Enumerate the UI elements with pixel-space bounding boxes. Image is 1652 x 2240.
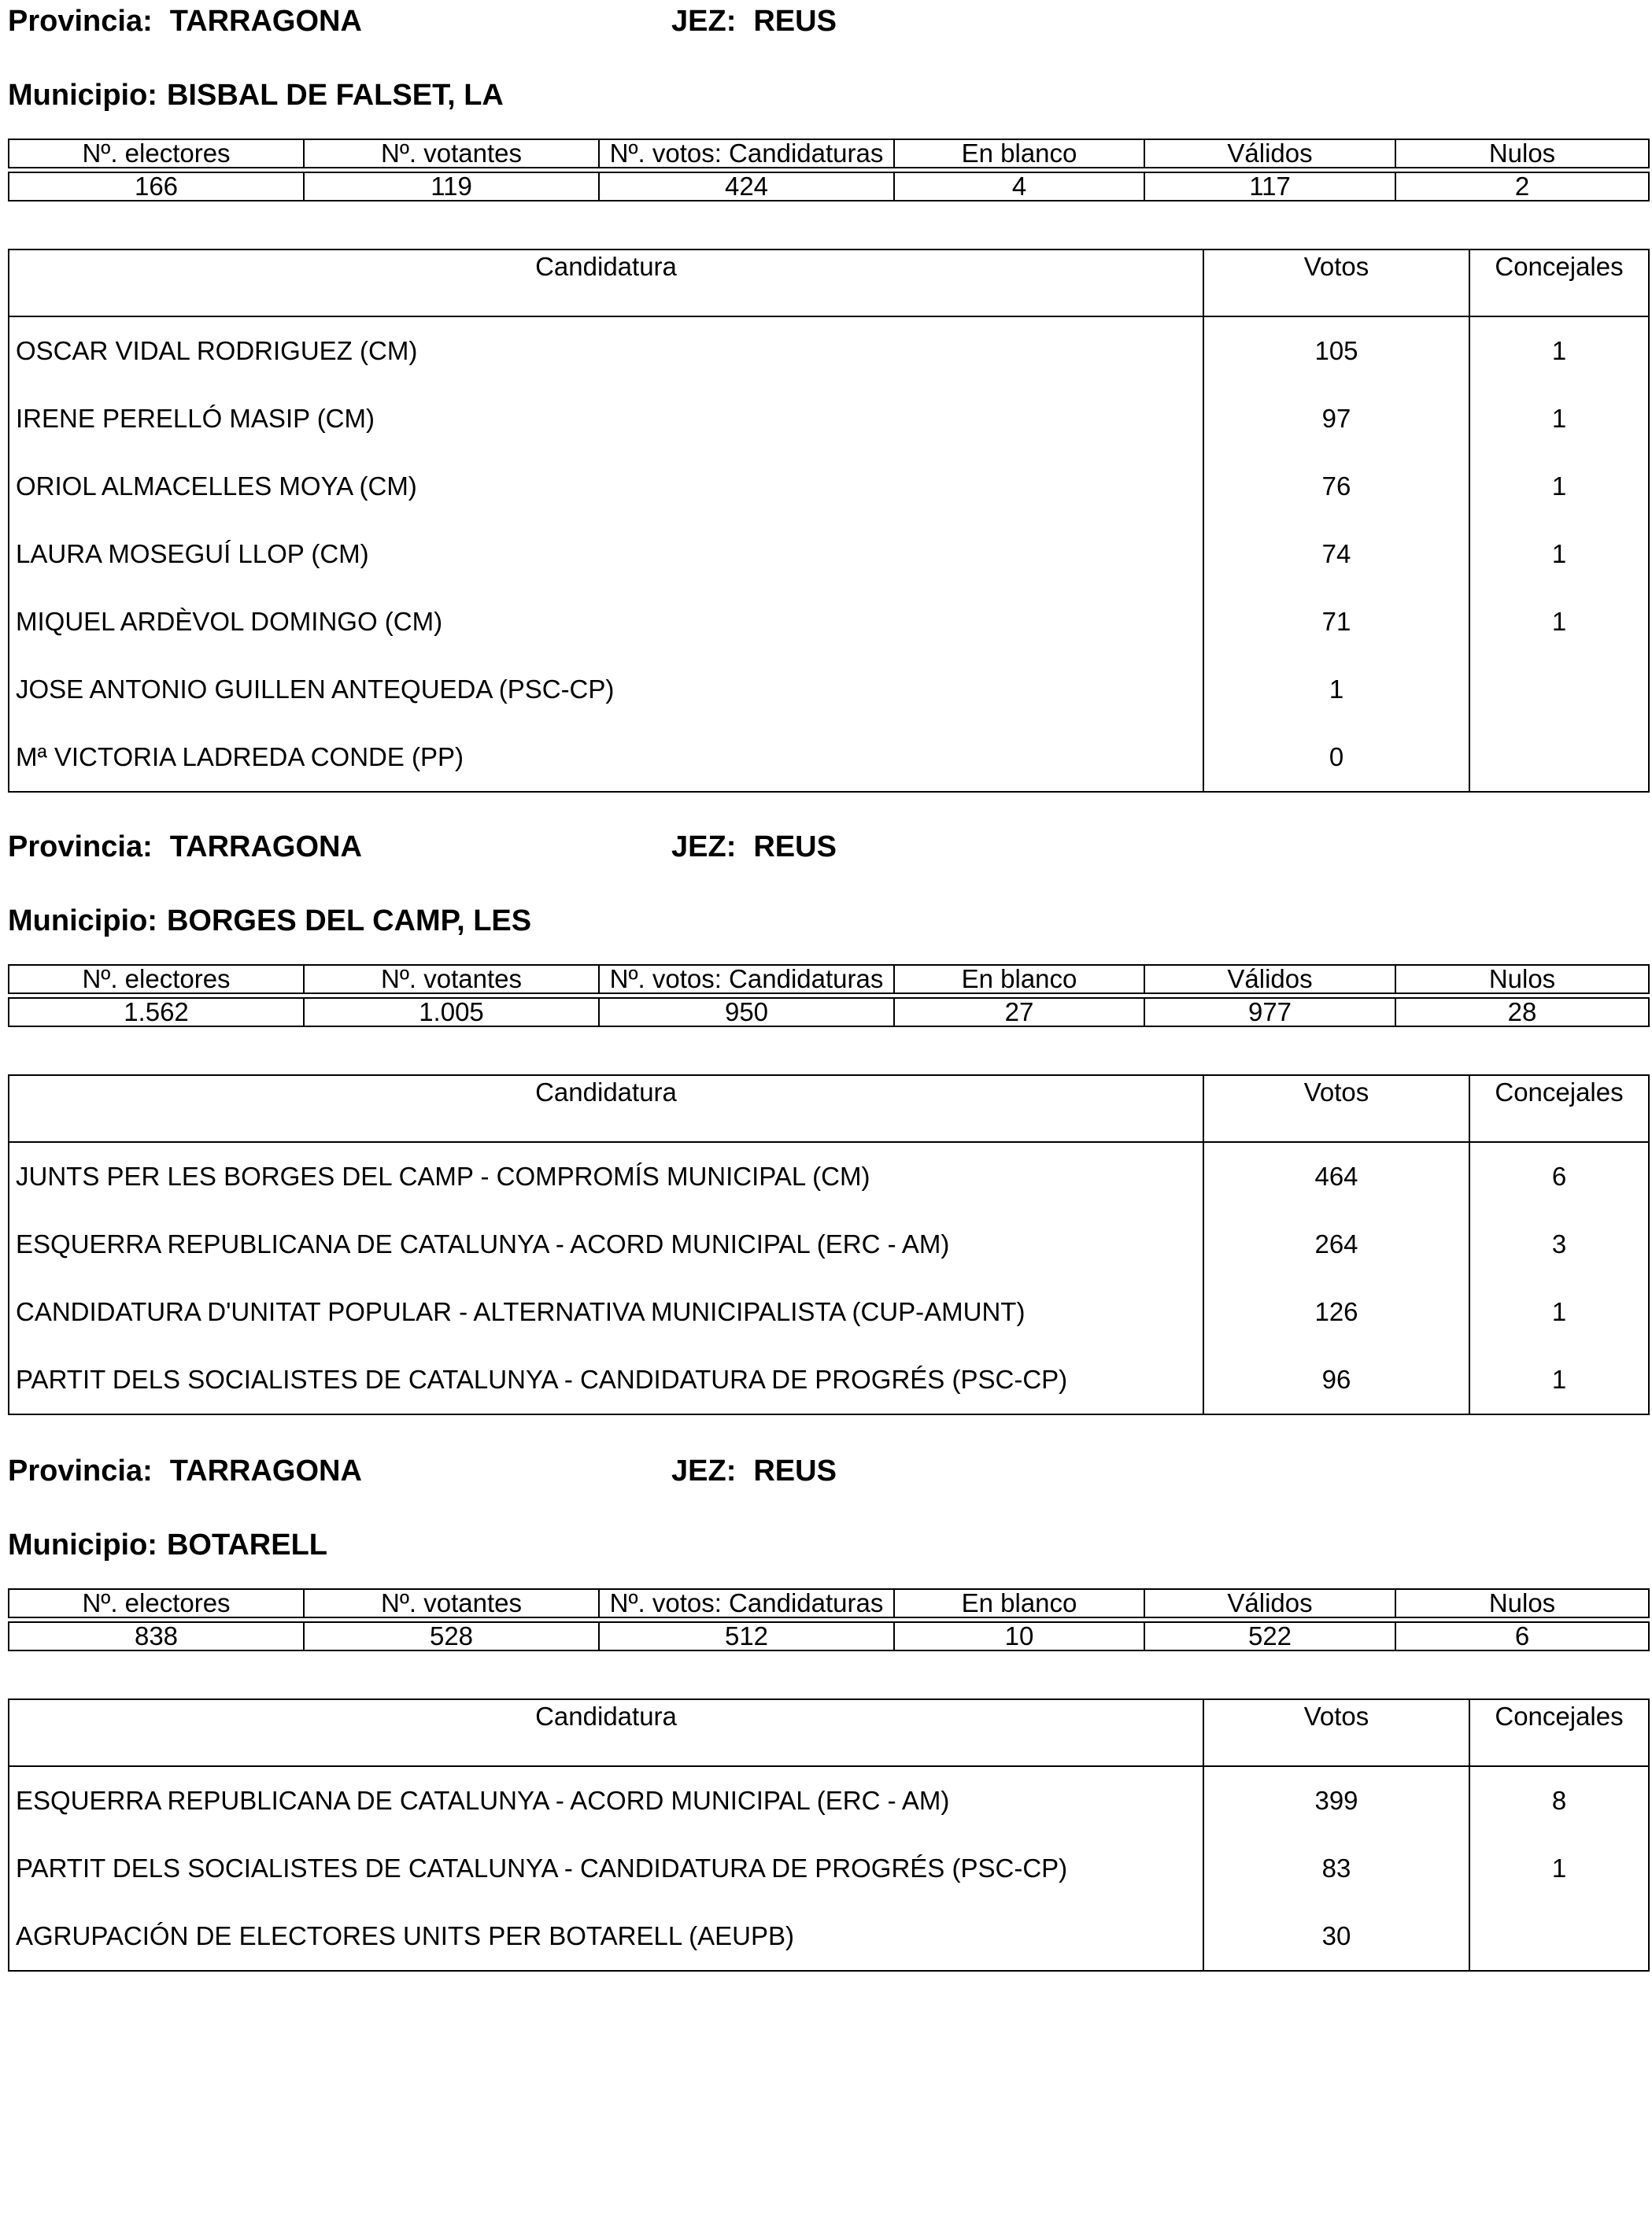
candidates-header-cell: Concejales [1469, 1075, 1649, 1142]
candidate-votes: 74 [1203, 520, 1469, 588]
stats-value-cell: 28 [1395, 998, 1649, 1026]
candidate-seats: 1 [1469, 520, 1649, 588]
stats-value-cell: 10 [894, 1622, 1144, 1650]
candidate-row [9, 385, 1649, 453]
stats-value-cell: 528 [304, 1622, 599, 1650]
stats-value-cell: 4 [894, 172, 1144, 201]
candidate-name: JOSE ANTONIO GUILLEN ANTEQUEDA (PSC-CP) [9, 656, 1203, 723]
candidate-name: JUNTS PER LES BORGES DEL CAMP - COMPROMÍS MUNICIPAL (CM) [9, 1142, 1203, 1211]
municipio-label: Municipio: [8, 79, 157, 112]
stats-value-cell: 119 [304, 172, 599, 201]
candidates-header-row [9, 1699, 1649, 1766]
candidate-row [9, 1211, 1649, 1278]
stats-value-cell: 2 [1395, 172, 1649, 201]
stats-header-cell: En blanco [894, 1589, 1144, 1617]
candidates-header-cell: Votos [1203, 1075, 1469, 1142]
candidate-row [9, 1346, 1649, 1414]
candidate-name: ESQUERRA REPUBLICANA DE CATALUNYA - ACORD MUNICIPAL (ERC - AM) [9, 1766, 1203, 1835]
municipio-value: BOTARELL [166, 1528, 328, 1562]
stats-header-cell: Nº. votos: Candidaturas [599, 1589, 894, 1617]
candidate-seats [1469, 656, 1649, 723]
stats-header-cell: Nº. votantes [304, 1589, 599, 1617]
candidate-votes: 97 [1203, 385, 1469, 453]
candidate-votes: 399 [1203, 1766, 1469, 1835]
jez-label: JEZ: [671, 830, 737, 863]
candidate-seats: 1 [1469, 1346, 1649, 1414]
stats-header-cell: En blanco [894, 139, 1144, 168]
stats-value-cell: 166 [9, 172, 304, 201]
candidate-name: OSCAR VIDAL RODRIGUEZ (CM) [9, 316, 1203, 385]
stats-value-cell: 522 [1144, 1622, 1395, 1650]
stats-value-cell: 6 [1395, 1622, 1649, 1650]
provincia-label: Provincia: [8, 5, 153, 38]
stats-value-cell: 1.562 [9, 998, 304, 1026]
jez-heading [671, 1453, 837, 1489]
candidate-name: ESQUERRA REPUBLICANA DE CATALUNYA - ACORD MUNICIPAL (ERC - AM) [9, 1211, 1203, 1278]
stats-header-cell: Válidos [1144, 1589, 1395, 1617]
candidate-seats: 3 [1469, 1211, 1649, 1278]
stats-header-cell: Nº. electores [9, 139, 304, 168]
stats-header-cell: Nº. electores [9, 965, 304, 993]
stats-value-row [9, 1622, 1649, 1650]
candidate-seats [1469, 723, 1649, 792]
candidate-votes: 105 [1203, 316, 1469, 385]
candidate-row [9, 1835, 1649, 1902]
candidates-table [8, 1698, 1650, 1972]
provincia-heading [8, 829, 362, 865]
municipio-heading [8, 77, 504, 113]
stats-header-row [9, 965, 1649, 993]
stats-value-row [9, 998, 1649, 1026]
candidate-name: CANDIDATURA D'UNITAT POPULAR - ALTERNATIVA MUNICIPALISTA (CUP-AMUNT) [9, 1278, 1203, 1346]
provincia-value: TARRAGONA [169, 5, 362, 38]
candidate-votes: 30 [1203, 1902, 1469, 1971]
stats-header-row [9, 139, 1649, 168]
candidate-seats: 1 [1469, 316, 1649, 385]
candidate-votes: 76 [1203, 453, 1469, 520]
municipio-label: Municipio: [8, 1528, 157, 1562]
stats-header-cell: Nulos [1395, 1589, 1649, 1617]
candidate-seats [1469, 1902, 1649, 1971]
stats-header-cell: Válidos [1144, 965, 1395, 993]
stats-header-cell: Válidos [1144, 139, 1395, 168]
jez-label: JEZ: [671, 5, 737, 38]
stats-value-cell: 977 [1144, 998, 1395, 1026]
candidate-votes: 96 [1203, 1346, 1469, 1414]
candidates-header-row [9, 1075, 1649, 1142]
electoral-stats-table [8, 1588, 1650, 1651]
candidate-row [9, 520, 1649, 588]
candidate-seats: 1 [1469, 1835, 1649, 1902]
candidates-table [8, 1074, 1650, 1415]
candidate-seats: 1 [1469, 453, 1649, 520]
candidate-seats: 6 [1469, 1142, 1649, 1211]
candidate-name: PARTIT DELS SOCIALISTES DE CATALUNYA - CANDIDATURA DE PROGRÉS (PSC-CP) [9, 1346, 1203, 1414]
provincia-label: Provincia: [8, 830, 153, 863]
candidate-name: Mª VICTORIA LADREDA CONDE (PP) [9, 723, 1203, 792]
municipality-section [8, 3, 1648, 790]
stats-header-cell: Nº. votantes [304, 965, 599, 993]
municipio-label: Municipio: [8, 904, 157, 937]
stats-value-cell: 512 [599, 1622, 894, 1650]
candidates-header-cell: Votos [1203, 250, 1469, 316]
municipio-value: BISBAL DE FALSET, LA [166, 79, 504, 112]
candidate-row [9, 316, 1649, 385]
candidate-name: AGRUPACIÓN DE ELECTORES UNITS PER BOTARELL (AEUPB) [9, 1902, 1203, 1971]
candidate-votes: 83 [1203, 1835, 1469, 1902]
candidate-row [9, 453, 1649, 520]
candidates-header-cell: Votos [1203, 1699, 1469, 1766]
candidate-seats: 1 [1469, 385, 1649, 453]
candidates-header-cell: Concejales [1469, 1699, 1649, 1766]
candidate-name: PARTIT DELS SOCIALISTES DE CATALUNYA - CANDIDATURA DE PROGRÉS (PSC-CP) [9, 1835, 1203, 1902]
stats-header-row [9, 1589, 1649, 1617]
municipio-value: BORGES DEL CAMP, LES [166, 904, 532, 937]
candidate-votes: 264 [1203, 1211, 1469, 1278]
candidate-seats: 1 [1469, 588, 1649, 656]
municipio-heading [8, 1527, 327, 1563]
stats-value-cell: 27 [894, 998, 1144, 1026]
candidate-row [9, 1766, 1649, 1835]
stats-value-cell: 950 [599, 998, 894, 1026]
provincia-heading [8, 1453, 362, 1489]
candidate-seats: 1 [1469, 1278, 1649, 1346]
provincia-heading [8, 3, 362, 39]
candidates-header-cell: Candidatura [9, 250, 1203, 316]
candidate-votes: 1 [1203, 656, 1469, 723]
electoral-stats-table [8, 964, 1650, 1027]
provincia-value: TARRAGONA [169, 1455, 362, 1488]
candidates-header-cell: Candidatura [9, 1699, 1203, 1766]
stats-header-cell: Nulos [1395, 965, 1649, 993]
stats-header-cell: En blanco [894, 965, 1144, 993]
candidates-header-row [9, 250, 1649, 316]
jez-value: REUS [753, 830, 837, 863]
candidate-row [9, 656, 1649, 723]
jez-label: JEZ: [671, 1455, 737, 1488]
stats-header-cell: Nº. votos: Candidaturas [599, 965, 894, 993]
jez-heading [671, 829, 837, 865]
candidate-row [9, 1278, 1649, 1346]
candidate-votes: 126 [1203, 1278, 1469, 1346]
stats-value-row [9, 172, 1649, 201]
jez-value: REUS [753, 1455, 837, 1488]
jez-heading [671, 3, 837, 39]
municipio-heading [8, 903, 531, 939]
stats-value-cell: 1.005 [304, 998, 599, 1026]
candidate-name: ORIOL ALMACELLES MOYA (CM) [9, 453, 1203, 520]
candidate-votes: 71 [1203, 588, 1469, 656]
provincia-label: Provincia: [8, 1455, 153, 1488]
candidate-name: IRENE PERELLÓ MASIP (CM) [9, 385, 1203, 453]
stats-header-cell: Nº. votantes [304, 139, 599, 168]
stats-header-cell: Nº. electores [9, 1589, 304, 1617]
candidate-seats: 8 [1469, 1766, 1649, 1835]
stats-header-cell: Nulos [1395, 139, 1649, 168]
municipality-section [8, 1453, 1648, 2240]
jez-value: REUS [753, 5, 837, 38]
electoral-stats-table [8, 139, 1650, 201]
candidates-header-cell: Candidatura [9, 1075, 1203, 1142]
candidate-name: MIQUEL ARDÈVOL DOMINGO (CM) [9, 588, 1203, 656]
candidates-header-cell: Concejales [1469, 250, 1649, 316]
candidate-row [9, 588, 1649, 656]
candidate-row [9, 723, 1649, 792]
stats-header-cell: Nº. votos: Candidaturas [599, 139, 894, 168]
candidate-row [9, 1902, 1649, 1971]
candidate-row [9, 1142, 1649, 1211]
candidate-votes: 0 [1203, 723, 1469, 792]
stats-value-cell: 424 [599, 172, 894, 201]
provincia-value: TARRAGONA [169, 830, 362, 863]
candidate-votes: 464 [1203, 1142, 1469, 1211]
candidate-name: LAURA MOSEGUÍ LLOP (CM) [9, 520, 1203, 588]
candidates-table [8, 249, 1650, 793]
stats-value-cell: 117 [1144, 172, 1395, 201]
stats-value-cell: 838 [9, 1622, 304, 1650]
